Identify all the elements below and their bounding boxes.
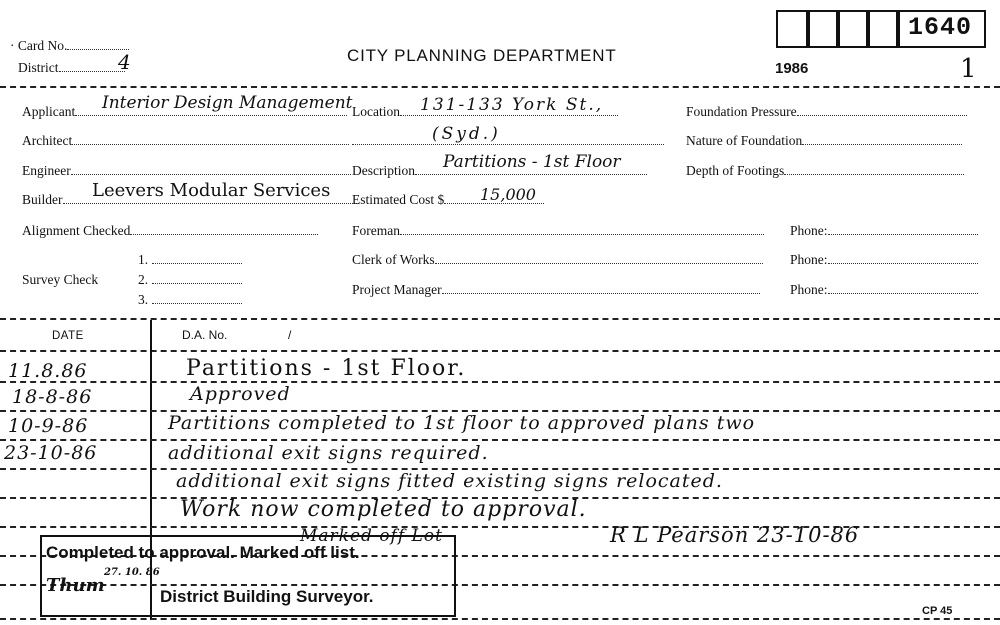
survey-label: Survey Check <box>22 272 99 287</box>
header-divider <box>0 86 1000 88</box>
location-value: 131-133 York St., <box>420 95 604 115</box>
da-slash: / <box>288 328 292 342</box>
pm-phone: Phone: <box>790 282 978 298</box>
cost-value: 15,000 <box>480 185 536 204</box>
project-manager-row: Project Manager <box>352 282 760 298</box>
card-no-label: · Card No. <box>10 38 129 54</box>
entry-text: Marked off Lot <box>300 526 443 546</box>
foreman-row: Foreman <box>352 223 764 239</box>
alignment-row: Alignment Checked <box>22 223 318 239</box>
signature: R L Pearson 23-10-86 <box>610 523 860 547</box>
foreman-phone: Phone: <box>790 223 978 239</box>
builder-row: Builder <box>22 192 359 208</box>
location-row: Location <box>352 104 618 120</box>
da-header: D.A. No. <box>182 328 228 342</box>
entry-text: Work now completed to approval. <box>180 497 587 522</box>
entry-text: Partitions completed to 1st floor to approved plans two <box>168 412 756 434</box>
location-value-2: (Syd.) <box>432 124 501 144</box>
entry-text: Approved <box>190 383 291 405</box>
nature-foundation-row: Nature of Foundation <box>686 133 962 149</box>
location-row-2 <box>352 133 664 149</box>
number-box-3 <box>836 10 870 48</box>
engineer-row: Engineer <box>22 163 351 179</box>
survey-3: 3. <box>138 292 242 308</box>
district-value: 4 <box>118 50 131 74</box>
architect-row: Architect <box>22 133 349 149</box>
builder-value: Leevers Modular Services <box>92 180 331 201</box>
survey-2: 2. <box>138 272 242 288</box>
department-title: CITY PLANNING DEPARTMENT <box>347 46 617 65</box>
depth-footings-row: Depth of Footings <box>686 163 964 179</box>
survey-1: 1. <box>138 252 242 268</box>
log-line <box>0 381 1000 383</box>
clerk-phone: Phone: <box>790 252 978 268</box>
cost-row: Estimated Cost $ <box>352 192 544 208</box>
entry-text: additional exit signs fitted existing signs relocated. <box>176 470 723 492</box>
entry-date: 18-8-86 <box>12 386 93 408</box>
clerk-row: Clerk of Works <box>352 252 763 268</box>
card-number: 1640 <box>908 13 973 42</box>
entry-date: 11.8.86 <box>8 360 88 382</box>
number-box-4 <box>866 10 900 48</box>
date-header: DATE <box>52 330 84 342</box>
year: 1986 <box>775 60 809 77</box>
description-row: Description <box>352 163 647 179</box>
approval-stamp <box>40 535 456 617</box>
log-line <box>0 618 1000 620</box>
foundation-pressure-row: Foundation Pressure <box>686 104 967 120</box>
card-sub-number: 1 <box>960 54 977 84</box>
number-box-2 <box>806 10 840 48</box>
entry-text: Partitions - 1st Floor. <box>186 356 467 381</box>
description-value: Partitions - 1st Floor <box>443 152 621 172</box>
stamp-initials: Thum <box>46 575 105 596</box>
applicant-row: Applicant <box>22 104 347 120</box>
stamp-line-2: District Building Surveyor. <box>160 587 374 606</box>
district-label: District <box>18 60 125 76</box>
entry-date: 23-10-86 <box>4 442 98 464</box>
entry-date: 10-9-86 <box>8 415 89 437</box>
entry-text: additional exit signs required. <box>168 442 489 464</box>
stamp-line-1: Completed to approval. Marked off list. <box>46 543 360 562</box>
number-box-1 <box>776 10 810 48</box>
stamp-date: 27. 10. 86 <box>104 567 160 578</box>
applicant-value: Interior Design Management <box>102 93 353 113</box>
log-line <box>0 439 1000 441</box>
form-code: CP 45 <box>922 605 953 617</box>
